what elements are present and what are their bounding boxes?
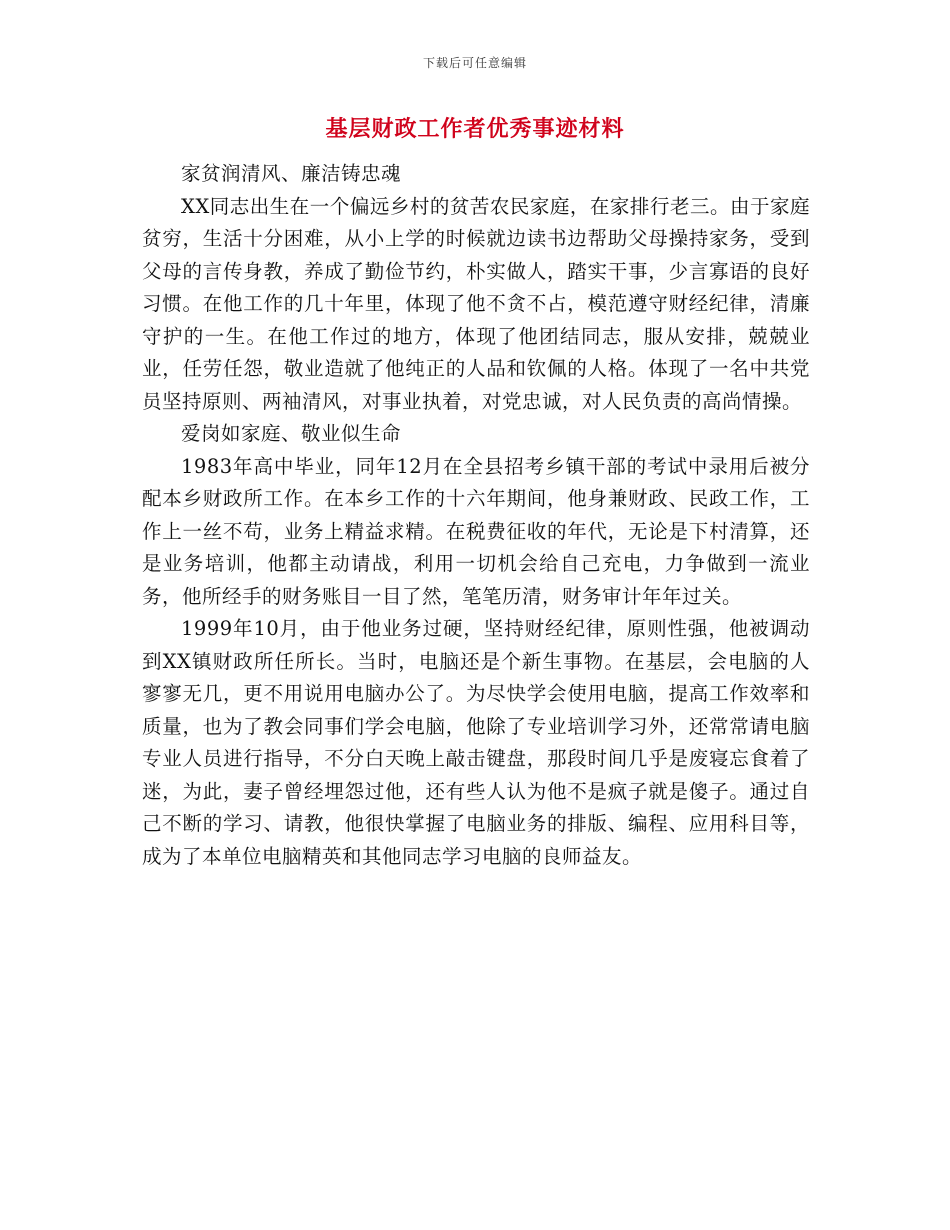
section-heading-1: 家贫润清风、廉洁铸忠魂: [181, 162, 402, 185]
header-note: 下载后可任意编辑: [422, 56, 527, 70]
document-body: [142, 158, 810, 873]
paragraph-2: 1983年高中毕业，同年12月在全县招考乡镇干部的考试中录用后被分配本乡财政所工作。在本乡工作的十六年期间，他身兼财政、民政工作，工作上一丝不苟，业务上精益求精。在税费征收的年代，无论是下村清算，还是业务培训，他都主动请战，利用一切机会给自己充电，力争做到一流业务，他所经手的财务账目一目了然，笔笔历清，财务审计年年过关。: [142, 454, 810, 608]
document-title: 基层财政工作者优秀事迹材料: [325, 116, 625, 142]
paragraph-3: 1999年10月，由于他业务过硬，坚持财经纪律，原则性强，他被调动到XX镇财政所任所长。当时，电脑还是个新生事物。在基层，会电脑的人寥寥无几，更不用说用电脑办公了。为尽快学会使用电脑，提高工作效率和质量，也为了教会同事们学会电脑，他除了专业培训学习外，还常常请电脑专业人员进行指导，不分白天晚上敲击键盘，那段时间几乎是废寝忘食着了迷，为此，妻子曾经埋怨过他，还有些人认为他不是疯子就是傻子。通过自己不断的学习、请教，他很快掌握了电脑业务的排版、编程、应用科目等，成为了本单位电脑精英和其他同志学习电脑的良师益友。: [142, 617, 810, 868]
paragraph-1: XX同志出生在一个偏远乡村的贫苦农民家庭，在家排行老三。由于家庭贫穷，生活十分困难，从小上学的时候就边读书边帮助父母操持家务，受到父母的言传身教，养成了勤俭节约，朴实做人，踏实干事，少言寡语的良好习惯。在他工作的几十年里，体现了他不贪不占，模范遵守财经纪律，清廉守护的一生。在他工作过的地方，体现了他团结同志，服从安排，兢兢业业，任劳任怨，敬业造就了他纯正的人品和钦佩的人格。体现了一名中共党员坚持原则、两袖清风，对事业执着，对党忠诚，对人民负责的高尚情操。: [142, 194, 810, 413]
section-heading-2: 爱岗如家庭、敬业似生命: [181, 422, 402, 445]
